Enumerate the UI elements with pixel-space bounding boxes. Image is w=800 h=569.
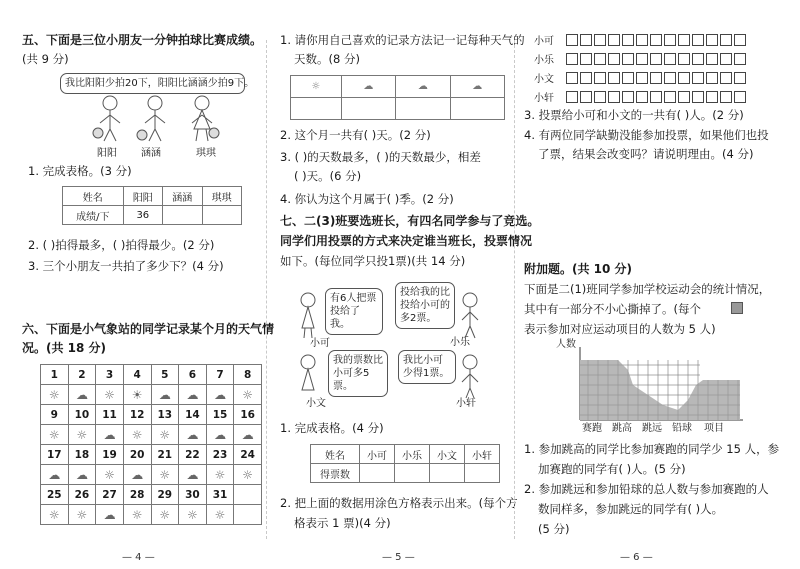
section6-title: 六、下面是小气象站的同学记录某个月的天气情 [22,322,275,336]
weather-icon: ☁ [68,385,96,405]
weather-icon: ☀ [123,385,151,405]
page-5 [270,0,540,569]
calendar-date: 30 [179,485,207,505]
weather-icon: ☼ [68,505,96,525]
bonus-desc: 其中有一部分不小心撕掉了。(每个 [524,302,701,316]
chart-xlabel: 铅球 [672,423,692,434]
section5-score: (共 9 分) [22,52,69,66]
calendar-date: 3 [96,365,124,385]
table-cell[interactable] [450,98,504,120]
t1-label: 1. 完成表格。(4 分) [280,421,384,435]
table-cell[interactable] [360,464,395,483]
weather-icon: ☼ [68,425,96,445]
vote-table [310,444,500,483]
page-number: — 6 — [620,552,653,563]
t2-label-cont: 格表示 1 票)(4 分) [294,516,391,530]
vote-grid [534,32,748,108]
column-divider [266,40,267,539]
weather-icon: ☼ [234,385,262,405]
q3-label: 3. 三个小朋友一共拍了多少下？(4 分) [28,259,224,273]
vote-grid-row [534,32,748,51]
q3-label: 3. 投票给小可和小文的一共有( )人。(2 分) [524,108,744,122]
calendar-date: 23 [206,445,234,465]
vote-grid-row [534,89,748,108]
table-cell[interactable] [341,98,395,120]
calendar-date: 1 [41,365,69,385]
section7-title-cont: 同学们用投票的方式来决定谁当班长，投票情况 [280,234,533,248]
person-name: 小乐 [450,337,470,348]
calendar-date: 8 [234,365,262,385]
kid-name-1: 阳阳 [97,148,117,159]
weather-icon: ☁ [234,425,262,445]
person-name: 小轩 [456,398,476,409]
q4-label: 4. 你认为这个月属于( )季。(2 分) [280,192,454,206]
page-6 [520,0,800,569]
calendar-date: 19 [96,445,124,465]
torn-bar-chart [578,345,748,425]
table-header: 琪琪 [202,187,241,206]
weather-icon: ☼ [123,425,151,445]
weather-icon: ☼ [206,505,234,525]
calendar-date: 20 [123,445,151,465]
legend-square [731,302,743,314]
table-header: 小轩 [465,445,500,464]
section6-title-cont: 况。(共 18 分) [22,341,107,355]
weather-icon: ☼ [206,465,234,485]
section7-title: 七、二(3)班要选班长，有四名同学参与了竞选。 [280,214,540,228]
chart-xlabel: 项目 [704,423,724,434]
calendar-date: 27 [96,485,124,505]
calendar-date: 17 [41,445,69,465]
table-header: 涵涵 [163,187,202,206]
speech-bubble-xiaoke: 有6人把票投给了我。 [325,288,383,335]
calendar-date: 13 [151,405,179,425]
column-divider [514,40,515,539]
score-table [62,186,242,225]
speech-bubble: 我比阳阳少拍20下，阳阳比涵涵少拍9下。 [60,73,245,94]
page-4 [0,0,275,569]
weather-icon: ☁ [41,465,69,485]
t2-label: 2. 把上面的数据用涂色方格表示出来。(每个方 [280,496,518,510]
calendar-date: 22 [179,445,207,465]
calendar-date: 31 [206,485,234,505]
table-row-label: 成绩/下 [63,206,124,225]
sun-icon: ☼ [291,76,342,98]
weather-icon: ☁ [123,465,151,485]
vote-grid-name: 小可 [534,35,554,47]
weather-icon: ☁ [206,385,234,405]
calendar-date: 4 [123,365,151,385]
vote-grid-name: 小文 [534,73,554,85]
q1-label: 1. 请你用自己喜欢的记录方法记一记每种天气的 [280,33,525,47]
a2-label: 2. 参加跳远和参加铅球的总人数与参加赛跑的人 [524,482,769,496]
weather-icon: ☁ [68,465,96,485]
weather-icon: ☼ [41,425,69,445]
weather-icon: ☁ [179,385,207,405]
weather-icon: ☼ [41,505,69,525]
calendar-date: 12 [123,405,151,425]
table-cell[interactable] [430,464,465,483]
calendar-date: 2 [68,365,96,385]
vote-grid-row [534,70,748,89]
kid-name-3: 琪琪 [196,148,216,159]
cloud-icon: ☁ [341,76,395,98]
q1-label: 1. 完成表格。(3 分) [28,164,132,178]
table-cell[interactable] [163,206,202,225]
weather-icon: ☁ [96,505,124,525]
calendar-date [234,485,262,505]
calendar-date: 7 [206,365,234,385]
bonus-desc: 下面是二(1)班同学参加学校运动会的统计情况， [524,282,771,296]
weather-icon: ☼ [123,505,151,525]
calendar-date: 16 [234,405,262,425]
calendar-date: 11 [96,405,124,425]
table-header: 姓名 [63,187,124,206]
table-cell[interactable] [395,464,430,483]
person-name: 小文 [306,398,326,409]
chart-xlabel: 赛跑 [582,423,602,434]
weather-icon: ☼ [96,385,124,405]
chart-ylabel: 人数 [556,339,576,350]
calendar-date: 18 [68,445,96,465]
section7-title-cont2: 如下。(每位同学只投1票)(共 14 分) [280,254,466,268]
chart-xlabel: 跳高 [612,423,632,434]
speech-bubble-xiaowen: 我的票数比小可多5票。 [328,350,388,397]
weather-icon: ☼ [234,465,262,485]
calendar-date: 29 [151,485,179,505]
table-header: 阳阳 [123,187,162,206]
bonus-title: 附加题。(共 10 分) [524,262,633,276]
a1-label: 1. 参加跳高的同学比参加赛跑的同学少 15 人，参 [524,442,780,456]
calendar-date: 25 [41,485,69,505]
q2-label: 2. 这个月一共有( )天。(2 分) [280,128,431,142]
a2-label-cont: 数同样多，参加跳远的同学有( )人。 [538,502,724,516]
weather-icon: ☼ [179,505,207,525]
table-cell[interactable] [202,206,241,225]
weather-icon: ☁ [206,425,234,445]
vote-grid-name: 小轩 [534,92,554,104]
speech-bubble-xiaoxuan: 我比小可少得1票。 [398,350,456,384]
calendar-date: 14 [179,405,207,425]
calendar-date: 28 [123,485,151,505]
vote-grid-row [534,51,748,70]
a2-label-cont2: (5 分) [538,522,570,536]
calendar-date: 26 [68,485,96,505]
weather-icon: ☼ [151,425,179,445]
calendar-date: 5 [151,365,179,385]
vote-grid-name: 小乐 [534,54,554,66]
weather-icon: ☁ [96,425,124,445]
weather-calendar [40,364,262,525]
section5-title: 五、下面是三位小朋友一分钟拍球比赛成绩。 [22,33,263,47]
weather-count-table [290,75,505,120]
kids-illustration [90,93,230,145]
cloud-icon: ☁ [396,76,450,98]
q2-label: 2. ( )拍得最多，( )拍得最少。(2 分) [28,238,215,252]
calendar-date: 21 [151,445,179,465]
weather-icon: ☼ [41,385,69,405]
person-name: 小可 [310,338,330,349]
weather-icon: ☼ [96,465,124,485]
page-number: — 5 — [382,552,415,563]
q1-label-cont: 天数。(8 分) [294,52,360,66]
page-number: — 4 — [122,552,155,563]
calendar-date: 9 [41,405,69,425]
a1-label-cont: 加赛跑的同学有( )人。(5 分) [538,462,686,476]
calendar-date: 15 [206,405,234,425]
table-cell[interactable] [396,98,450,120]
q3-label: 3. ( )的天数最多，( )的天数最少，相差 [280,150,481,164]
table-cell[interactable] [291,98,342,120]
calendar-date: 24 [234,445,262,465]
weather-icon: ☁ [151,385,179,405]
weather-icon: ☁ [179,465,207,485]
weather-icon: ☼ [151,505,179,525]
calendar-date: 6 [179,365,207,385]
weather-icon: ☁ [179,425,207,445]
table-header: 小可 [360,445,395,464]
kid-name-2: 涵涵 [141,148,161,159]
bonus-desc: 表示参加对应运动项目的人数为 5 人) [524,322,716,336]
table-header: 小文 [430,445,465,464]
q4-label: 4. 有两位同学缺勤没能参加投票，如果他们也投 [524,128,769,142]
table-cell: 36 [123,206,162,225]
cloud-icon: ☁ [450,76,504,98]
table-header: 小乐 [395,445,430,464]
q4-label-cont: 了票，结果会改变吗？请说明理由。(4 分) [538,147,754,161]
q3-label-cont: ( )天。(6 分) [294,169,362,183]
table-cell[interactable] [465,464,500,483]
weather-icon: ☼ [151,465,179,485]
weather-icon [234,505,262,525]
speech-bubble-xiaole: 投给我的比投给小可的多2票。 [395,282,455,329]
calendar-date: 10 [68,405,96,425]
table-row-label: 得票数 [311,464,360,483]
chart-xlabel: 跳远 [642,423,662,434]
table-header: 姓名 [311,445,360,464]
